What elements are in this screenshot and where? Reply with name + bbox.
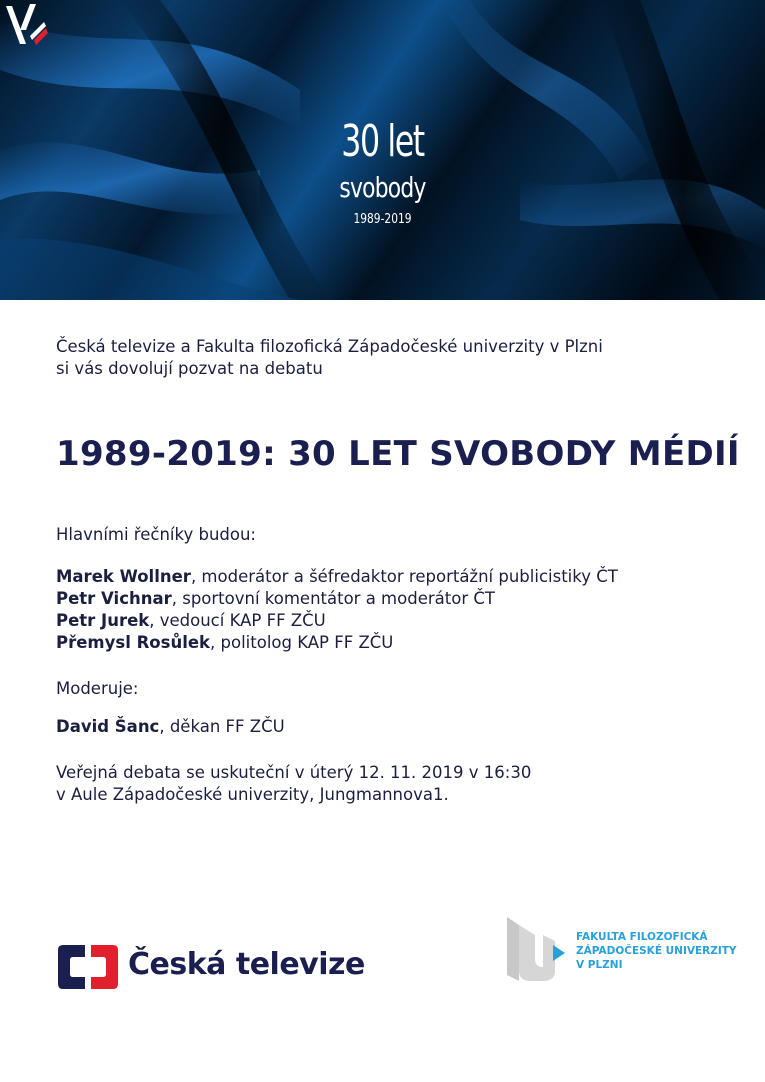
speaker-role: , sportovní komentátor a moderátor ČT [171,589,495,608]
speakers-heading: Hlavními řečníky budou: [56,525,256,544]
speaker-name: Přemysl Rosůlek [56,633,211,652]
header-banner [0,0,765,300]
thirty-years-logo-mark-icon [0,0,50,60]
ff-line-1: FAKULTA FILOZOFICKÁ [576,931,708,943]
moderator-name: David Šanc [56,717,160,736]
speaker-role: , vedoucí KAP FF ZČU [149,611,326,630]
speaker-row [56,588,495,610]
speaker-row [56,632,393,654]
event-title: 1989-2019: 30 LET SVOBODY MÉDIÍ [56,434,740,474]
moderator-row [56,716,285,738]
intro-line-1: Česká televize a Fakulta filozofická Západočeské univerzity v Plzni [56,337,603,356]
logo-years: 1989-2019 [353,212,412,227]
ff-zcu-name [576,930,737,972]
speaker-row [56,610,326,632]
event-details-line-2: v Aule Západočeské univerzity, Jungmannova1. [56,785,449,804]
moderator-heading: Moderuje: [56,679,139,698]
speaker-name: Petr Vichnar [56,589,172,608]
speaker-name: Marek Wollner [56,567,191,586]
speaker-row [56,566,618,588]
ceska-televize-name: Česká televize [128,947,365,982]
logo-30-let: 30 let [341,116,424,167]
intro-line-2: si vás dovolují pozvat na debatu [56,359,323,378]
invitation-body [56,336,740,804]
speaker-role: , politolog KAP FF ZČU [210,633,394,652]
speaker-name: Petr Jurek [56,611,150,630]
ff-line-2: ZÁPADOČESKÉ UNIVERZITY [576,945,737,957]
moderator-role: , děkan FF ZČU [159,717,285,736]
ff-zcu-logo-icon [505,915,567,983]
speaker-role: , moderátor a šéfredaktor reportážní publicistiky ČT [190,567,618,586]
event-details-line-1: Veřejná debata se uskuteční v úterý 12. 11. 2019 v 16:30 [56,763,532,782]
ff-line-3: V PLZNI [576,959,623,971]
logo-svobody: svobody [339,171,426,204]
